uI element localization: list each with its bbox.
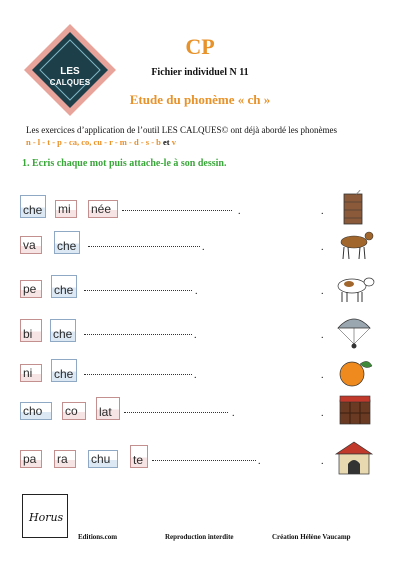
word-row [20,196,380,224]
syllable: née [88,200,118,218]
logo-top: LES [60,66,80,77]
word-row [20,398,380,426]
right-dot[interactable]: . [321,242,324,253]
writing-line[interactable] [88,246,200,247]
left-dot[interactable]: . [194,370,197,381]
word-row [20,276,380,304]
left-dot[interactable]: . [258,456,261,467]
calf-icon [332,226,376,262]
horus-logo-text: Horus [29,511,64,524]
chocolate-icon [332,392,376,428]
word-row [20,446,380,474]
right-dot[interactable]: . [321,286,324,297]
instruction: 1. Ecris chaque mot puis attache-le à son dessin. [22,158,227,169]
syllable: co [62,402,86,420]
kennel-icon [332,440,376,476]
syllable: lat [96,397,120,420]
left-dot[interactable]: . [232,408,235,419]
left-dot[interactable]: . [202,242,205,253]
syllable: che [54,231,80,254]
phonemes-orange: n - l - t - p - ca, co, cu - r - m - d - s - [26,137,155,147]
right-dot[interactable]: . [321,206,324,217]
intro-text: Les exercices d’application de l’outil LES CALQUES© ont déjà abordé les phonèmes [26,125,338,135]
syllable: va [20,236,42,254]
syllable: ni [20,364,42,382]
cow-icon [332,270,376,306]
footer-editions: Editions.com [78,533,118,541]
chimney-icon [332,190,376,226]
syllable: te [130,445,148,468]
phoneme-list [26,137,176,147]
writing-line[interactable] [122,210,232,211]
syllable: pe [20,280,42,298]
writing-line[interactable] [84,374,192,375]
logo-bottom: CALQUES [49,78,91,87]
footer-reproduction: Reproduction interdite [165,533,234,541]
horus-logo [22,494,68,538]
syllable: che [51,275,77,298]
word-row [20,320,380,348]
right-dot[interactable]: . [321,330,324,341]
right-dot[interactable]: . [321,370,324,381]
phoneme-b: b [156,137,161,147]
writing-line[interactable] [152,460,256,461]
left-dot[interactable]: . [195,286,198,297]
syllable: che [50,319,76,342]
right-dot[interactable]: . [321,408,324,419]
study-label: Etude du phonème « ch » [129,92,271,107]
right-dot[interactable]: . [321,456,324,467]
writing-line[interactable] [124,412,228,413]
syllable: bi [20,319,42,342]
writing-line[interactable] [84,290,192,291]
word-row [20,360,380,388]
syllable: chu [88,450,118,468]
syllable: pa [20,450,42,468]
syllable: mi [55,200,77,218]
writing-line[interactable] [84,334,192,335]
file-label: Fichier individuel N 11 [151,67,249,78]
syllable: che [20,195,46,218]
syllable: cho [20,402,52,420]
word-row [20,232,380,260]
and-word: et [163,137,170,147]
page-title: CP [185,34,215,59]
parachute-icon [332,314,376,350]
syllable: ra [54,450,76,468]
orange-icon [332,354,376,390]
footer-creation: Création Hélène Vaucamp [272,533,351,541]
syllable: che [51,359,77,382]
phoneme-v: v [171,137,176,147]
left-dot[interactable]: . [238,206,241,217]
left-dot[interactable]: . [194,330,197,341]
